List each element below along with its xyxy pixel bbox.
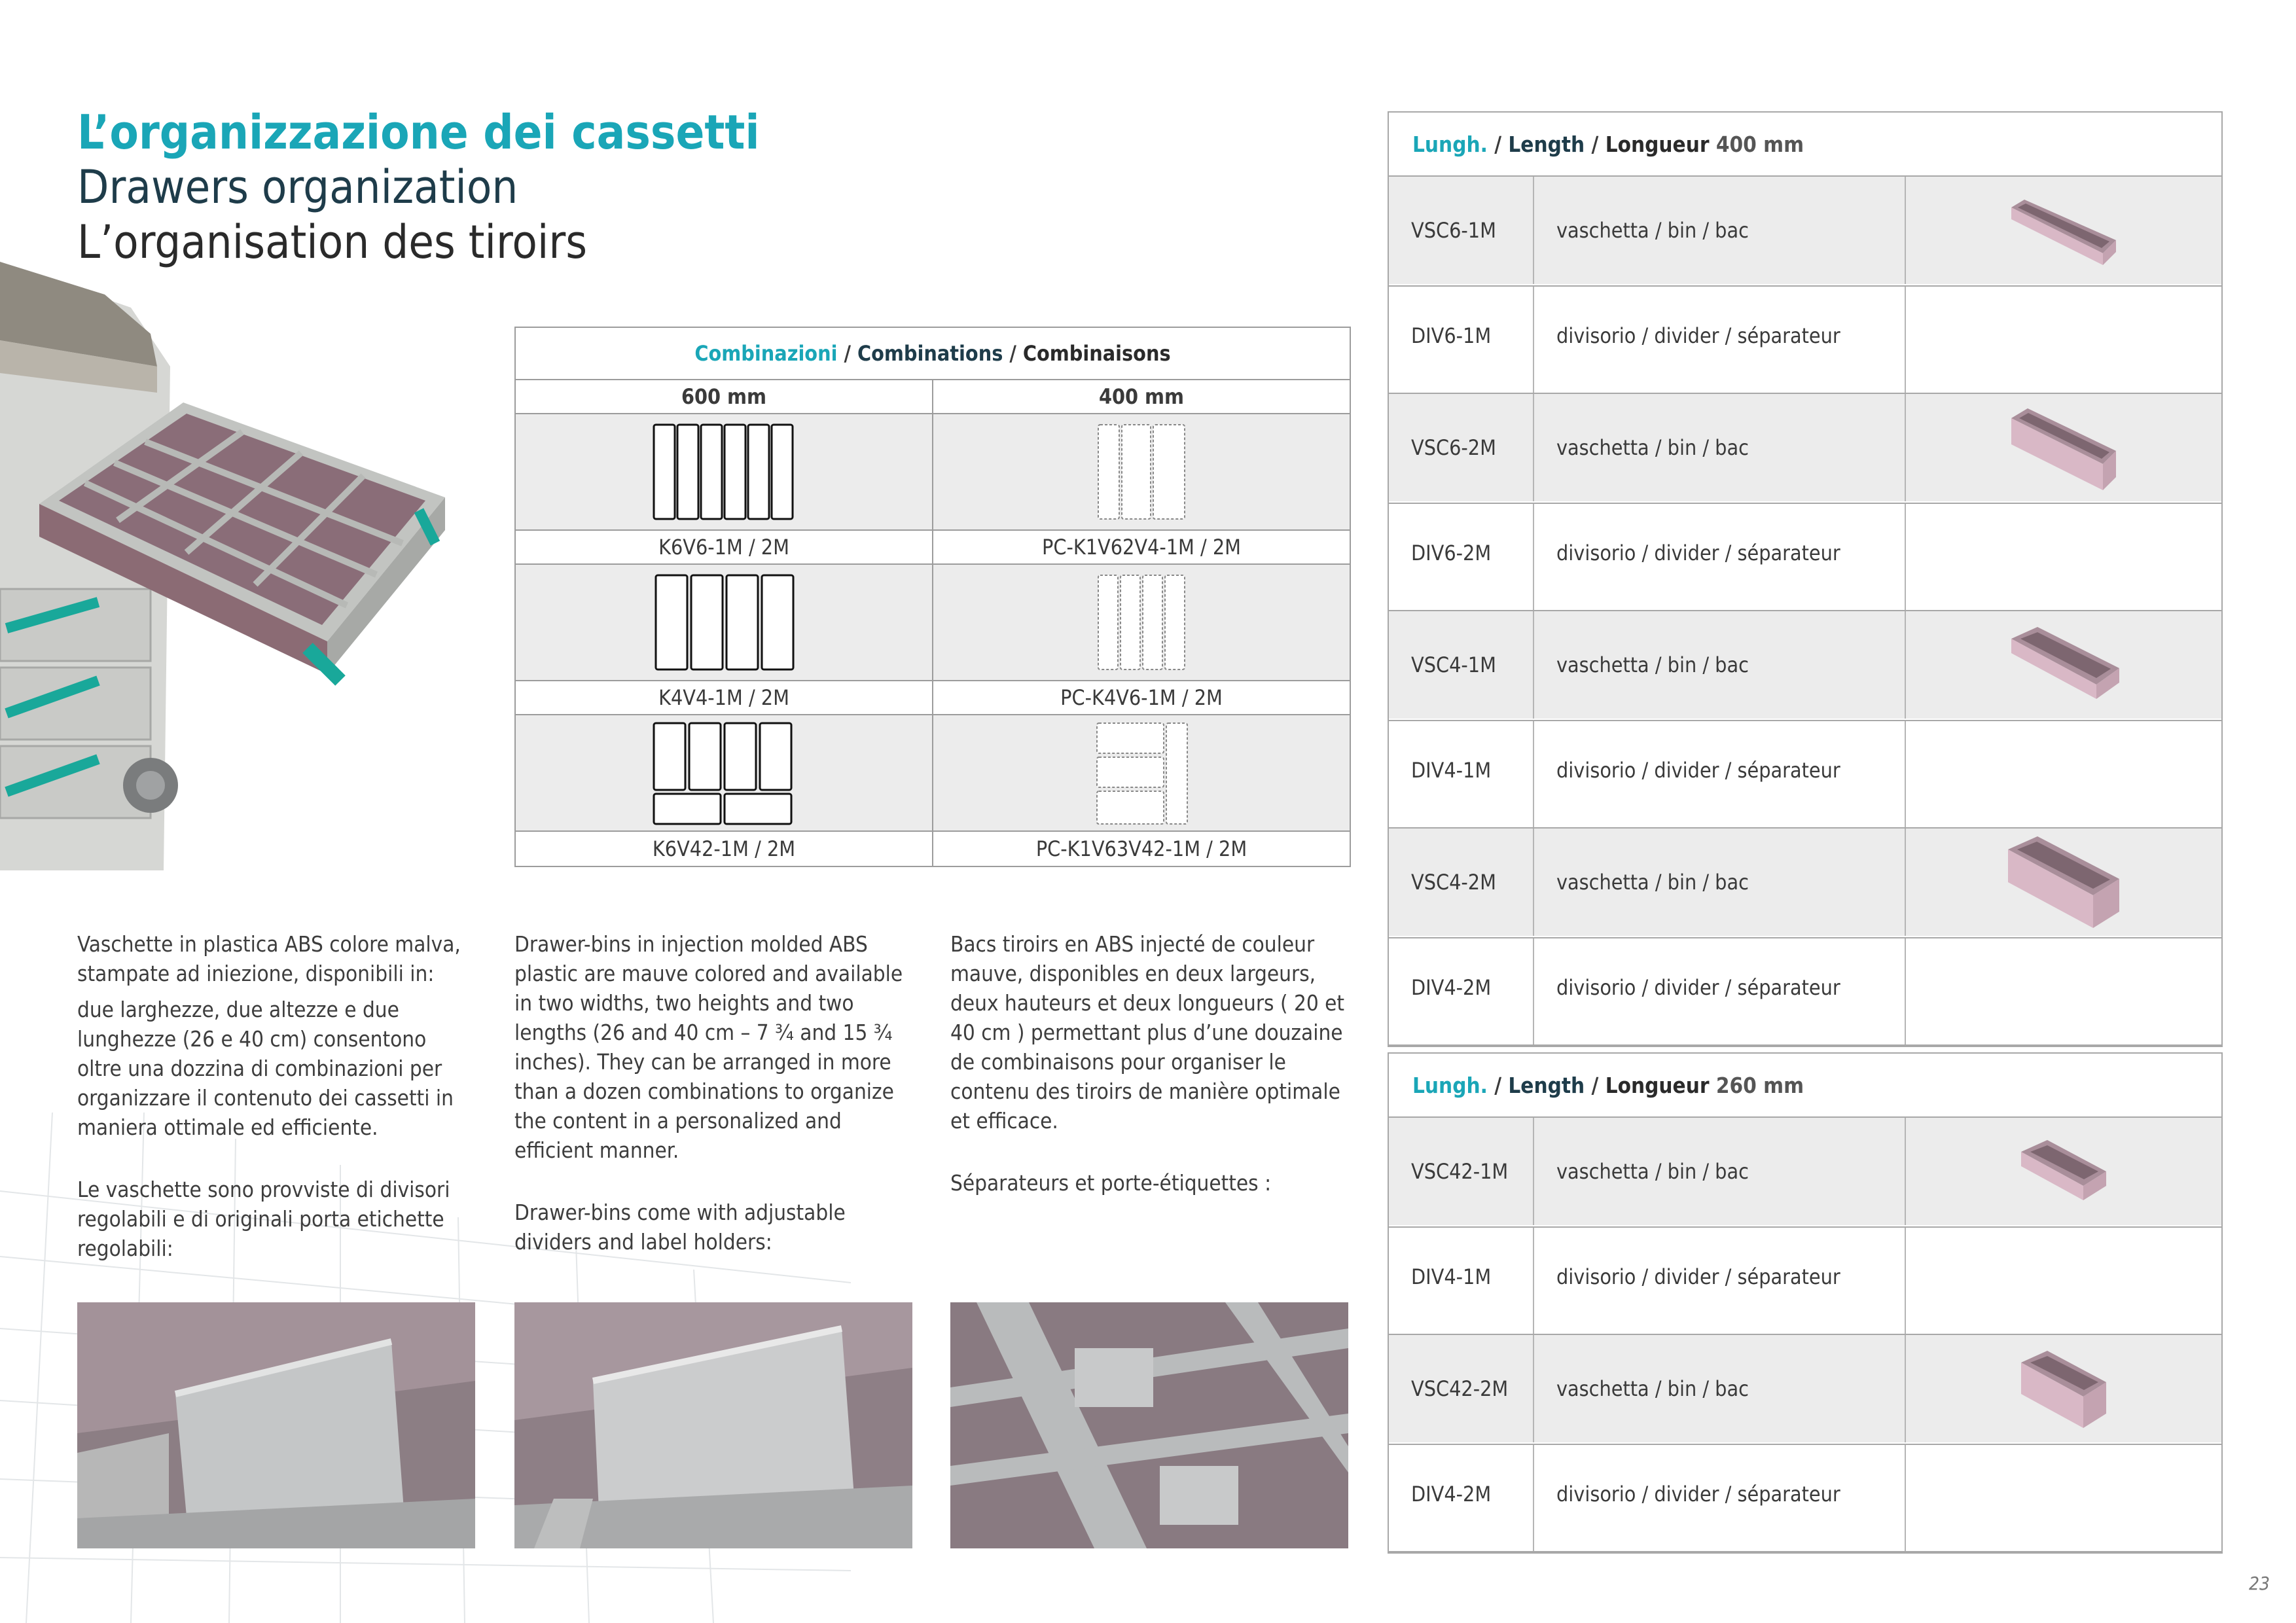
bin-image [1906,1118,2221,1225]
header-length: Length [1508,131,1585,157]
product-description: divisorio / divider / séparateur [1534,1445,1906,1551]
product-code: VSC42-1M [1389,1118,1534,1225]
combination-label-row [516,531,1350,565]
product-description: divisorio / divider / séparateur [1534,1228,1906,1334]
combination-diagram-row [516,414,1350,531]
header-lungh: Lungh. [1412,1072,1488,1098]
product-code: VSC4-2M [1389,829,1534,936]
diagram-k6v6 [516,414,932,529]
italian-paragraph: due larghezze, due altezze e due lunghezze (26 e 40 cm) consentono oltre una dozzina di combinazioni per organizzare il contenuto dei cassetti in maniera ottimale ed efficiente. [77,997,454,1140]
italian-paragraph: Vaschette in plastica ABS colore malva, stampate ad iniezione, disponibili in: [77,931,461,986]
table-row [1389,1335,2221,1444]
divider-image-empty [1906,938,2221,1044]
product-code: DIV4-1M [1389,1228,1534,1334]
product-code: VSC6-1M [1389,177,1534,284]
bin-image [1906,1335,2221,1442]
product-code: DIV4-2M [1389,1445,1534,1551]
product-code: VSC42-2M [1389,1335,1534,1442]
combination-label-right: PC-K1V62V4-1M / 2M [932,531,1350,563]
table-row [1389,177,2221,285]
diagram-k6v42 [516,715,932,830]
product-code: DIV6-1M [1389,287,1534,393]
table-row [1389,1444,2221,1552]
diagram-pc-k1v63v42 [932,715,1350,830]
page-title [77,105,760,270]
combination-label-row [516,681,1350,715]
combinations-header-it: Combinazioni [694,341,838,366]
combination-diagram-row [516,715,1350,832]
page-number: 23 [2248,1573,2270,1594]
table-row [1389,829,2221,937]
table-row [1389,611,2221,720]
bin-image [1906,611,2221,719]
title-french: L’organisation des tiroirs [77,215,588,269]
combination-label-left: K6V6-1M / 2M [658,535,789,560]
bin-image [1906,177,2221,284]
table-row [1389,285,2221,394]
product-code: DIV4-1M [1389,721,1534,827]
product-description: divisorio / divider / séparateur [1534,504,1906,610]
header-lungh: Lungh. [1412,131,1488,157]
label-holder-photo-2 [514,1302,912,1548]
parts-table-260mm [1388,1052,2223,1554]
table-260-header [1389,1054,2221,1118]
table-400-header [1389,113,2221,177]
divider-image-empty [1906,721,2221,827]
combination-label-row [516,832,1350,866]
table-row [1389,720,2221,829]
product-code: VSC4-1M [1389,611,1534,719]
text-column-english [514,929,914,1263]
bin-image [1906,829,2221,936]
trolley-drawer-illustration [0,262,452,870]
header-sep: / [1585,131,1605,157]
label-holder-photo-1 [77,1302,475,1548]
diagram-pc-k4v6 [932,565,1350,680]
combination-label-right: PC-K4V6-1M / 2M [932,681,1350,714]
title-english: Drawers organization [77,160,518,214]
parts-table-400mm [1388,111,2223,1047]
col-400mm: 400 mm [932,380,1350,413]
product-description: vaschetta / bin / bac [1534,829,1906,936]
text-column-italian [77,929,476,1270]
drawer-dividers-photo [950,1302,1348,1548]
product-description: divisorio / divider / séparateur [1534,721,1906,827]
product-description: vaschetta / bin / bac [1534,1335,1906,1442]
title-italian: L’organizzazione dei cassetti [77,105,760,160]
table-row [1389,503,2221,611]
header-sep: / [1585,1072,1605,1098]
divider-image-empty [1906,1445,2221,1551]
combination-label-right: PC-K1V63V42-1M / 2M [932,832,1350,866]
product-description: vaschetta / bin / bac [1534,177,1906,284]
table-row [1389,1118,2221,1226]
diagram-k4v4 [516,565,932,680]
combination-diagram-row [516,565,1350,681]
product-description: divisorio / divider / séparateur [1534,287,1906,393]
product-description: vaschetta / bin / bac [1534,611,1906,719]
combination-label-left: K4V4-1M / 2M [658,685,789,710]
table-row [1389,1226,2221,1335]
table-row [1389,937,2221,1046]
divider-image-empty [1906,1228,2221,1334]
header-length-value: 260 mm [1715,1072,1804,1098]
header-longueur: Longueur [1605,1072,1710,1098]
col-600mm: 600 mm [681,384,767,409]
diagram-pc-k1v62v4 [932,414,1350,529]
text-column-french [950,929,1350,1204]
combinations-header-fr: Combinaisons [1022,341,1171,366]
combinations-header-sep2: / [1003,341,1023,366]
product-code: VSC6-2M [1389,394,1534,501]
header-sep: / [1487,131,1509,157]
table-row [1389,394,2221,503]
combinations-header-en: Combinations [857,341,1003,366]
header-length: Length [1508,1072,1585,1098]
combinations-header-sep1: / [837,341,857,366]
header-length-value: 400 mm [1715,131,1804,157]
product-description: vaschetta / bin / bac [1534,1118,1906,1225]
combinations-size-row [516,380,1350,414]
english-paragraph: Drawer-bins come with adjustable dividers and label holders: [514,1200,846,1255]
product-code: DIV4-2M [1389,938,1534,1044]
header-longueur: Longueur [1605,131,1710,157]
french-paragraph: Bacs tiroirs en ABS injecté de couleur mauve, disponibles en deux largeurs, deux hauteurs et deux longueurs ( 20 et 40 cm ) permettant plus d’une douzaine de combinaisons pour organiser le contenu des tiroirs de manière optimale et efficace. [950,931,1345,1133]
product-code: DIV6-2M [1389,504,1534,610]
combinations-table [514,327,1351,867]
french-paragraph: Séparateurs et porte-étiquettes : [950,1170,1272,1196]
bin-image [1906,394,2221,501]
combination-label-left: K6V42-1M / 2M [652,836,796,861]
divider-image-empty [1906,287,2221,393]
combinations-header [516,328,1350,380]
product-description: vaschetta / bin / bac [1534,394,1906,501]
italian-paragraph: Le vaschette sono provviste di divisori regolabili e di originali porta etichette regolabili: [77,1177,450,1261]
divider-image-empty [1906,504,2221,610]
product-description: divisorio / divider / séparateur [1534,938,1906,1044]
english-paragraph: Drawer-bins in injection molded ABS plastic are mauve colored and available in two widths, two heights and two lengths (26 and 40 cm – 7 ¾ and 15 ¾ inches). They can be arranged in more than a dozen combinations to organize the content in a personalized and efficient manner. [514,931,903,1163]
header-sep: / [1487,1072,1509,1098]
